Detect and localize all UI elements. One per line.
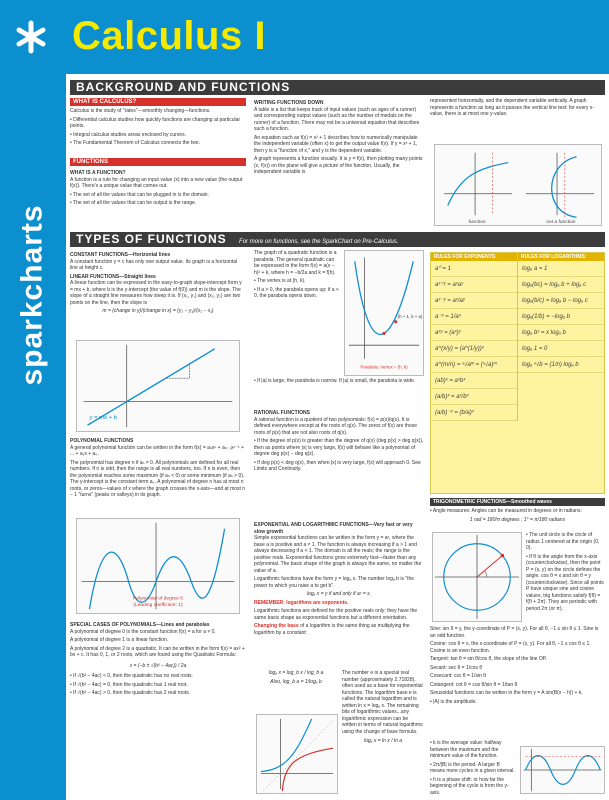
- angle-measure: • Angle measures: Angles can be measured in degrees or in radians:: [430, 508, 582, 514]
- log-rule: logₐ bˣ = x logₐ b: [518, 325, 604, 341]
- exp-rule: aˣ⁺ʸ = aˣaʸ: [431, 277, 517, 293]
- writing-functions-body: A graph represents a function visually. It is y = f(x), then plotting many points (x, f(x)) on the plane will give a picture of the function. Usually, the independent variable is: [254, 156, 423, 175]
- remember-note: REMEMBER: logarithms are exponents.: [254, 599, 349, 606]
- log-rule: logₐ(b/c) = logₐ b − logₐ c: [518, 293, 604, 309]
- unit-circle-graph: [432, 532, 522, 622]
- polynomial-body-2: The polynomial has degree n if aₙ ≠ 0. All polynomials are defined for all real numbers. If n is odd, then the range is all real numbers, too. If n is even, then the polynomial reaches some maximum (if aₙ < 0) or some minimum (if aₙ > 0). The y-intercept is the constant term a₀. A polynomial of degree n has at most n roots, or zeros—values of x where the graph crosses the x-axis—and at most n − 1 "turns" (peaks or valleys) in its graph.: [70, 459, 246, 498]
- log-rule: logₐ a = 1: [518, 261, 604, 277]
- content-panel: [66, 74, 609, 800]
- functions-heading: FUNCTIONS: [70, 158, 246, 166]
- quadratic-body: The graph of a quadratic function is a parabola. The general quadratic can be expressed in the form f(x) = a(x − h)² + k, where h = −b/2a and k = f(h).: [254, 250, 337, 276]
- exp-rule: (ab)ˣ = aˣbˣ: [431, 373, 517, 389]
- brand-name: sparkcharts: [16, 204, 50, 386]
- polynomial-graph-caption: Polynomial of degree 5: [133, 596, 183, 602]
- quadratic-bullet: • The vertex is at (h, k).: [254, 278, 306, 284]
- exp-rule: a^(m/n) = ⁿ√aᵐ = (ⁿ√a)ᵐ: [431, 357, 517, 373]
- special-cases-body: A polynomial of degree 1 is a linear function.: [70, 637, 169, 643]
- natural-log-text: [342, 670, 424, 796]
- parabola-graph: [344, 250, 424, 376]
- tangent-definition: Tangent: tan θ = sin θ/cos θ, the slope of the line OP.: [430, 656, 547, 662]
- exponential-body-2: Logarithmic functions are defined for the positive reals only; they have the same basic shape as exponential functions but a different orientation.: [254, 608, 418, 621]
- discriminant-bullet: • If √(b² − 4ac) < 0, then the quadratic has no real roots.: [70, 673, 193, 679]
- special-cases-body: A polynomial of degree 2 is a quadratic. It can be written in the form f(x) = ax² + bx + c. It has 0, 1, or 2 roots, which are found using the Quadratic Formula:: [70, 645, 245, 658]
- page-title: Calculus I: [72, 14, 266, 58]
- brand-wordmark: [10, 130, 56, 460]
- constant-body: A constant function y = c has only one output value. Its graph is a horizontal line at height c.: [70, 258, 238, 271]
- quadratic-formula: x = (−b ± √(b² − 4ac)) / 2a: [129, 662, 187, 669]
- period-definition: • 2π/|B| is the period. A larger B means more cycles in a given interval.: [430, 761, 515, 774]
- functions-text: [70, 168, 246, 228]
- rational-bullet: • If deg p(x) < deg q(x), then when |x| is very large, f(x) will approach 0. See Limits and Continuity.: [254, 459, 421, 472]
- rational-bullet: • If the degree of p(x) is greater than the degree of q(x) (deg p(x) > deg q(x)), then as points where |x| is very large, f(x) will behave like a polynomial of degree deg p(x) − deg q(x).: [254, 438, 424, 457]
- exp-rule: a⁻ˣ = 1/aˣ: [431, 309, 517, 325]
- trig-angle-text: [430, 508, 605, 530]
- graph-label-not-function: not a function: [546, 220, 576, 226]
- base-change-formula-2: Also, log_b a = 1/logₐ b: [270, 678, 322, 685]
- polynomial-body: A general polynomial function can be written in the form f(x) = aₙxⁿ + aₙ₋₁xⁿ⁻¹ + ... + a₁x + a₀.: [70, 444, 244, 457]
- polynomial-graph-caption-2: (Leading coefficient: 1): [133, 603, 183, 609]
- what-is-calculus-bullet: • Differential calculus studies how quickly functions are changing at particular points.: [70, 116, 241, 129]
- linear-body: A linear function can be expressed in the easy-to-graph slope-intercept form y = mx + b, where b is the y-intercept (the value of f(0)) and m is the slope. The slope of a straight line measures how steep it is. If (x₁, y₁) and (x₂, y₂) are two points on the line, then the slope is: [70, 280, 242, 306]
- natural-log-body: The number e is a special real number (approximately 2.71828), often used as a base for exponential functions. The logarithm base e is called the natural logarithm and is written ln x = logₑ x. The remaining bits of logarithmic values...any logarithmic expression can be written in terms of natural logarithms using the change of base formula.: [342, 670, 423, 735]
- functions-bullet: • The set of all the values that can be output is the range.: [70, 200, 197, 206]
- polynomial-graph: [76, 518, 240, 614]
- log-rule: logₐ(1/b) = −logₐ b: [518, 309, 604, 325]
- base-change-body: of a logarithm is the same thing as multiplying the logarithm by a constant:: [254, 623, 410, 636]
- exp-rule: aˣʸ = (aˣ)ʸ: [431, 325, 517, 341]
- section-background-banner: [70, 80, 605, 95]
- special-cases-text: [70, 620, 246, 798]
- linear-heading: LINEAR FUNCTIONS—Straight lines: [70, 273, 156, 280]
- asterisk-logo-icon: [14, 20, 48, 54]
- what-is-calculus-bullet: • The Fundamental Theorem of Calculus connects the two.: [70, 140, 200, 146]
- log-identity: logₐ x = y if and only if aʸ = x.: [306, 591, 372, 597]
- writing-functions-body: represented horizontally, and the dependent variable vertically. A graph represents a function as long as it passes the vertical line test: for every x-value, there is at most one y-value.: [430, 98, 594, 117]
- writing-functions-heading: WRITING FUNCTIONS DOWN: [254, 100, 324, 106]
- exp-rule: a^(x/y) = (a^(1/y))ˣ: [431, 341, 517, 357]
- parabola-graph-caption: Parabola: Vertex = (h, k): [360, 364, 408, 370]
- exponential-text: [254, 520, 424, 668]
- amplitude-definition: • |A| is the amplitude.: [430, 698, 477, 705]
- unit-circle-body: • The unit circle is the circle of radius 1 centered at the origin (0, 0).: [526, 532, 600, 551]
- log-rule: logₐ 1 = 0: [518, 341, 604, 357]
- sinusoid-graph: [520, 746, 605, 794]
- exp-rule: a⁰ = 1: [431, 261, 517, 277]
- angle-conversion: 1 rad = 180/π degrees ; 1° = π/180 radians: [469, 516, 566, 523]
- quadratic-bullet: • If a > 0, the parabola opens up; if a < 0, the parabola opens down.: [254, 286, 339, 299]
- rational-body: A rational function is a quotient of two polynomials: f(x) = p(x)/q(x). It is defined everywhere except at the roots of q(x). The zeros of f(x) are those roots of p(x) that are not also roots of q(x).: [254, 416, 418, 436]
- exp-log-graph: [256, 714, 338, 794]
- polynomial-text: [70, 436, 246, 514]
- log-rules-heading: RULES FOR LOGARITHMS:: [518, 253, 604, 261]
- discriminant-bullet: • If √(b² − 4ac) > 0, then the quadratic has 2 real roots.: [70, 690, 191, 696]
- base-change-formulas: [254, 670, 338, 710]
- theta-body: • If θ is the angle from the x-axis (counterclockwise), then the point P = (x, y) on the circle defines the angle. cos θ = x and sin θ = y (counterclockwise). Since all points P have unique sine and cosine values, trig functions satisfy f(θ) = f(θ + 2π). They are periodic with period 2π (or π).: [526, 553, 604, 612]
- section-types-banner: [70, 232, 605, 247]
- exp-rule: (a/b)ˣ = aˣ/bˣ: [431, 389, 517, 405]
- trig-functions-text: [430, 626, 605, 738]
- section-types-title: TYPES OF FUNCTIONS: [76, 232, 227, 246]
- writing-functions-body: A table is a list that keeps track of input values (such as ages of a runner) and corresponding output values (such as the number of medals on the runner) of a function. There may not be a universal equation that describes such a function.: [254, 106, 420, 132]
- exp-rule: aˣ⁻ʸ = aˣ/aʸ: [431, 293, 517, 309]
- linear-graph-label: y = mx + b: [89, 415, 117, 422]
- secant-definition: Secant: sec θ = 1/cos θ: [430, 664, 483, 671]
- rules-box: [430, 252, 605, 494]
- base-change-formula: logₐ x = log_b x / log_b a: [268, 670, 324, 676]
- writing-functions-body: An equation such as f(x) = x² + 1 describes how to numerically manipulate the independent variable (often x) to get the output value f(x). If y = x² + 1, then y is a "function of x," and y is the dependent variable.: [254, 134, 418, 154]
- sine-definition: Sine: sin θ = y, the y-coordinate of P = (x, y). For all θ, −1 ≤ sin θ ≤ 1. Sine is an odd function.: [430, 626, 599, 639]
- log-definition: Logarithmic functions have the form y = logₐ x. The number logₐ b is "the power to which you raise a to get b".: [254, 576, 415, 589]
- constant-heading: CONSTANT FUNCTIONS—Horizontal lines: [70, 252, 171, 258]
- cosecant-definition: Cosecant: csc θ = 1/sin θ: [430, 673, 487, 679]
- rational-heading: RATIONAL FUNCTIONS: [254, 410, 310, 416]
- sinusoidal-definition: Sinusoidal functions can be written in the form y = A sin(B(x − h)) + k.: [430, 690, 583, 696]
- average-definition: • k is the average value: halfway between the maximum and the minimum value of the function.: [430, 740, 502, 759]
- base-change-heading: Changing the base: [254, 623, 299, 629]
- what-is-calculus-bullet: • Integral calculus studies areas enclosed by curves.: [70, 131, 186, 138]
- section-types-note: For more on functions, see the SparkChart on Pre-Calculus.: [239, 239, 399, 245]
- functions-body: A function is a rule for changing an input value (x) into a new value (the output f(x)). There's a unique value that comes out.: [70, 176, 243, 189]
- linear-graph: [76, 340, 240, 432]
- what-is-calculus-body: Calculus is the study of "rates"—smoothly changing—functions.: [70, 108, 211, 114]
- section-background-title: BACKGROUND AND FUNCTIONS: [76, 80, 291, 94]
- what-is-calculus-text: [70, 108, 246, 156]
- exponential-body: Simple exponential functions can be written in the form y = aˣ, where the base a is positive and a ≠ 1. The function is always increasing if a > 1 and always decreasing if a < 1. The domain is all the reals; the range is the positive reals. Exponential functions grow extremely fast—faster than any polynomial. The basic shape of the graph is always the same, no matter the value of a.: [254, 535, 422, 574]
- cosine-definition: Cosine: cos θ = x, the x-coordinate of P = (x, y). For all θ, −1 ≤ cos θ ≤ 1. Cosine is an even function.: [430, 641, 591, 654]
- polynomial-heading: POLYNOMIAL FUNCTIONS: [70, 438, 134, 444]
- what-is-calculus-heading: WHAT IS CALCULUS?: [70, 98, 246, 106]
- special-cases-heading: SPECIAL CASES OF POLYNOMIALS—Lines and parabolas: [70, 622, 210, 628]
- sinusoid-text: [430, 740, 516, 798]
- exponential-heading: EXPONENTIAL AND LOGARITHMIC FUNCTIONS—Very fast or very slow growth: [254, 522, 413, 535]
- discriminant-bullet: • If √(b² − 4ac) = 0, then the quadratic has 1 real root.: [70, 681, 188, 688]
- cotangent-definition: Cotangent: cot θ = cos θ/sin θ = 1/tan θ: [430, 681, 518, 688]
- trig-heading: TRIGONOMETRIC FUNCTIONS—Smoothed waves: [430, 498, 605, 506]
- quadratic-text-2: [254, 378, 424, 404]
- log-rule: logₐ ⁿ√b = (1/n) logₐ b: [518, 357, 604, 373]
- writing-functions-text-2: [430, 98, 605, 142]
- special-cases-body: A polynomial of degree 0 is the constant function f(x) = a for a ≠ 0.: [70, 628, 216, 635]
- natural-log-formula: logₐ x = ln x / ln a: [363, 738, 403, 744]
- phase-definition: • h is a phase shift: or how far the beginning of the cycle is from the y-axis.: [430, 776, 509, 796]
- side-spine: [0, 0, 66, 800]
- graph-label-function: function: [468, 220, 486, 226]
- unit-circle-text: [526, 532, 605, 624]
- rational-text: [254, 408, 424, 520]
- functions-bullet: • The set of all the values that can be plugged in is the domain.: [70, 191, 209, 198]
- exp-rule: (a/b)⁻ˣ = (b/a)ˣ: [431, 405, 517, 421]
- writing-functions-text: [254, 98, 424, 228]
- functions-subheading: WHAT IS A FUNCTION?: [70, 170, 126, 176]
- quadratic-bullet: • If |a| is large, the parabola is narrow. If |a| is small, the parabola is wide.: [254, 378, 416, 384]
- exp-rules-heading: RULES FOR EXPONENTS:: [431, 253, 517, 261]
- title-bar: [66, 0, 609, 74]
- parabola-graph-label: (h + 1, k + a): [397, 313, 423, 319]
- log-rule: logₐ(bc) = logₐ b + logₐ c: [518, 277, 604, 293]
- vertical-line-test-graphs: [434, 144, 602, 226]
- slope-formula: m = (change in y)/(change in x) = (y₂ − y₁)/(x₂ − x₁): [102, 308, 214, 314]
- quadratic-text: [254, 250, 340, 376]
